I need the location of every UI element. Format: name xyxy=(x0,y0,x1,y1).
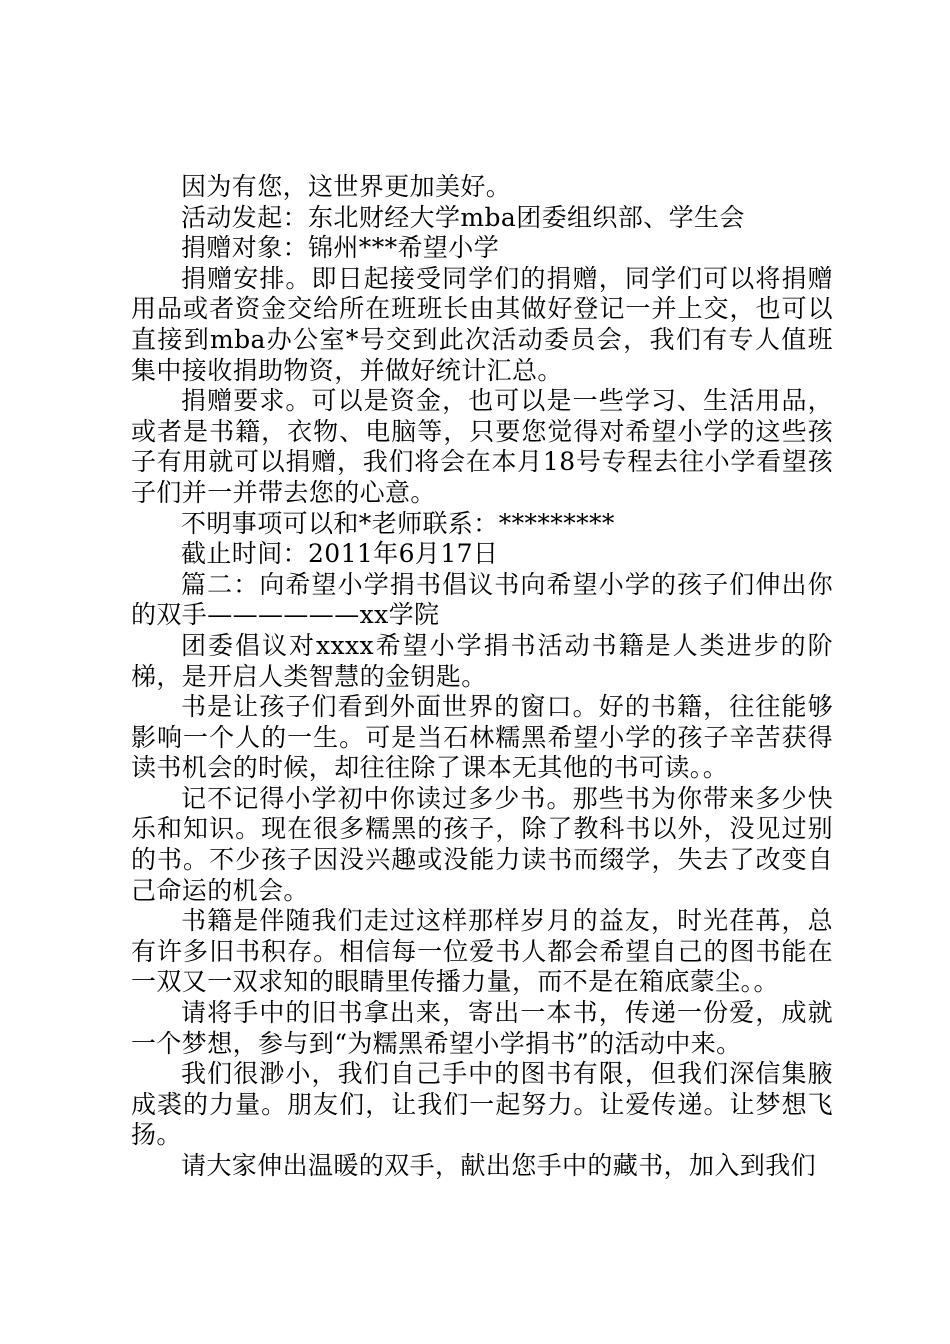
document-page xyxy=(131,172,833,1182)
paragraph-donation-requirements: 捐赠要求。可以是资金，也可以是一些学习、生活用品，或者是书籍，衣物、电脑等，只要您觉得对希望小学的这些孩子有用就可以捐赠，我们将会在本月18号专程去往小学看望孩子们并一并带去您的心意。 xyxy=(131,386,833,507)
paragraph-collective-strength: 我们很渺小，我们自己手中的图书有限，但我们深信集腋成裘的力量。朋友们，让我们一起努力。让爱传递。让梦想飞扬。 xyxy=(131,1059,833,1150)
paragraph-old-books: 书籍是伴随我们走过这样那样岁月的益友，时光荏苒，总有许多旧书积存。相信每一位爱书人都会希望自己的图书能在一双又一双求知的眼睛里传播力量，而不是在箱底蒙尘。。 xyxy=(131,906,833,997)
paragraph-donation-arrangement: 捐赠安排。即日起接受同学们的捐赠，同学们可以将捐赠用品或者资金交给所在班班长由其做好登记一并上交，也可以直接到mba办公室*号交到此次活动委员会，我们有专人值班集中接收捐助物资，并做好统计汇总。 xyxy=(131,263,833,385)
paragraph-recipient: 捐赠对象：锦州***希望小学 xyxy=(181,233,500,263)
paragraph-contact: 不明事项可以和*老师联系：********* xyxy=(181,508,615,538)
paragraph-organizer: 活动发起：东北财经大学mba团委组织部、学生会 xyxy=(181,202,745,232)
paragraph-closing-line: 因为有您，这世界更加美好。 xyxy=(181,172,512,201)
paragraph-call-to-action: 请将手中的旧书拿出来，寄出一本书，传递一份爱，成就一个梦想，参与到“为糯黑希望小学捐书”的活动中来。 xyxy=(131,998,833,1058)
paragraph-proposal-intro: 团委倡议对xxxx希望小学捐书活动书籍是人类进步的阶梯，是开启人类智慧的金钥匙。 xyxy=(131,630,833,691)
paragraph-remember-books: 记不记得小学初中你读过多少书。那些书为你带来多少快乐和知识。现在很多糯黑的孩子，除了教科书以外，没见过别的书。不少孩子因没兴趣或没能力读书而缀学，失去了改变自己命运的机会。 xyxy=(131,783,833,905)
paragraph-part-two-title: 篇二：向希望小学捐书倡议书向希望小学的孩子们伸出你的双手——————xx学院 xyxy=(131,569,833,630)
paragraph-books-window: 书是让孩子们看到外面世界的窗口。好的书籍，往往能够影响一个人的一生。可是当石林糯黑希望小学的孩子辛苦获得读书机会的时候，却往往除了课本无其他的书可读。。 xyxy=(131,692,833,783)
paragraph-deadline: 截止时间：2011年6月17日 xyxy=(181,539,499,569)
paragraph-join-us: 请大家伸出温暖的双手，献出您手中的藏书，加入到我们 xyxy=(181,1151,817,1180)
